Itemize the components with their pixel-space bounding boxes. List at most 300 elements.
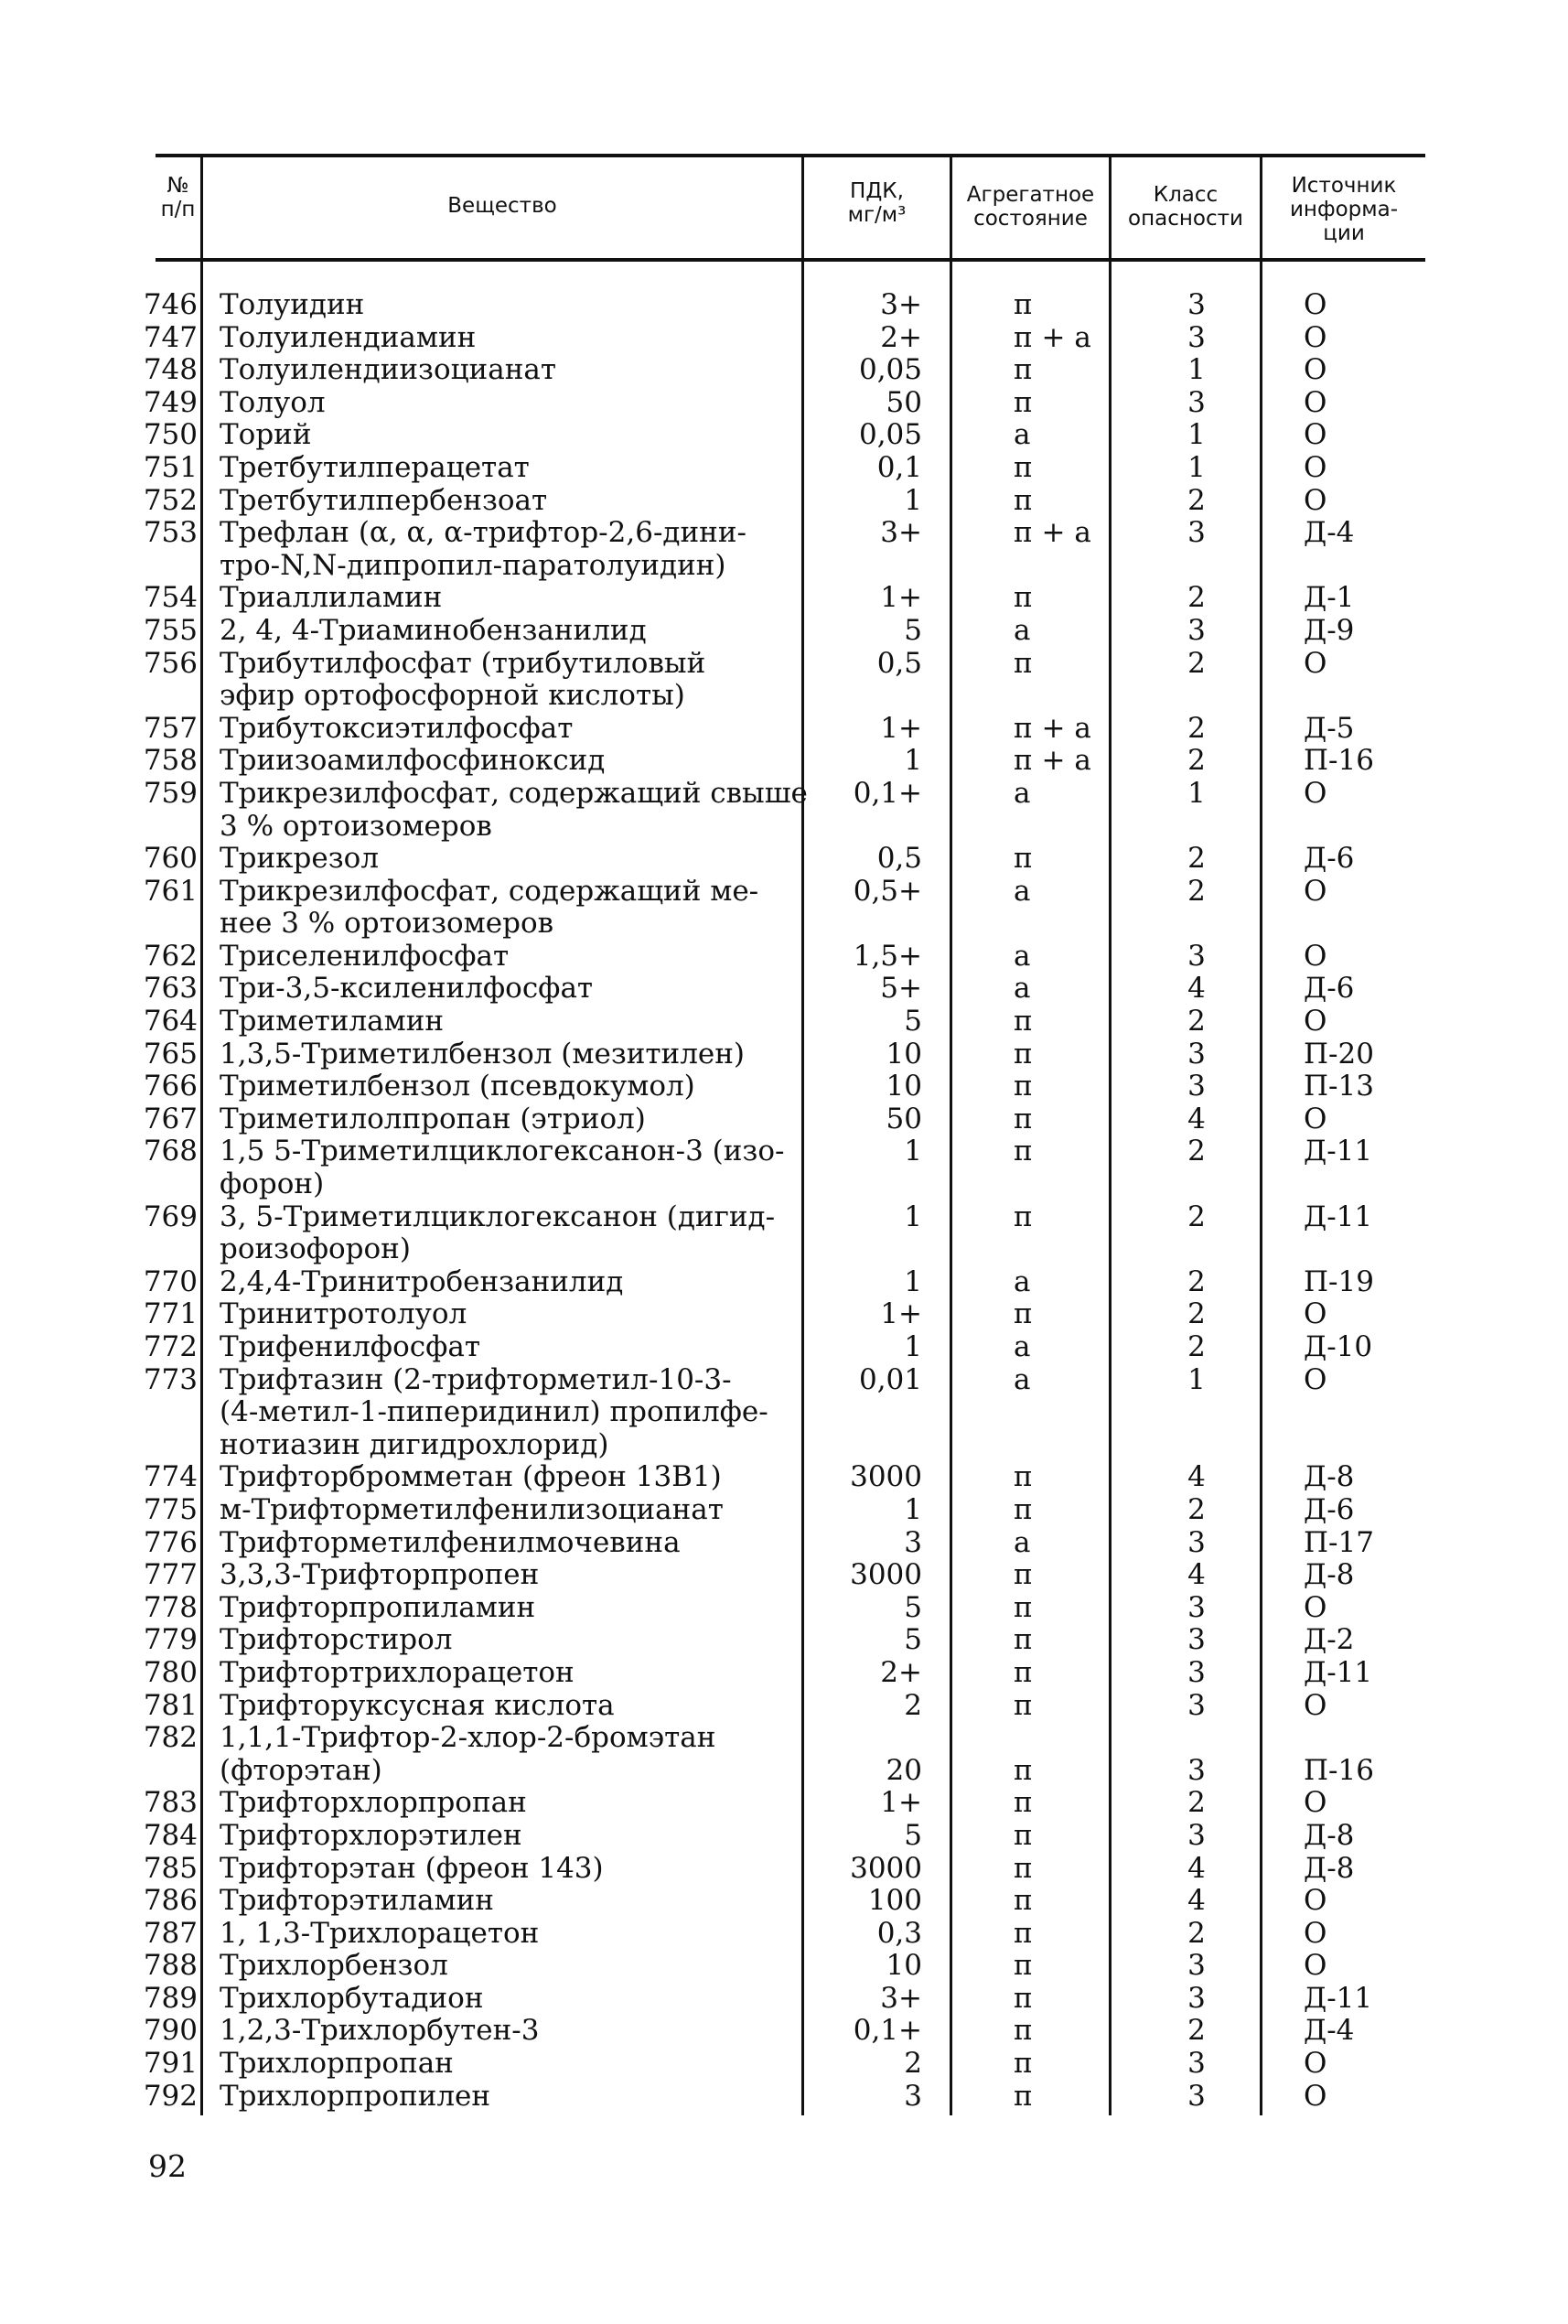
pdk-value: 0,5 [876,842,922,876]
table-row [0,811,1568,844]
substance-name: Триметилолпропан (этриол) [220,1102,646,1135]
table-row [0,1461,1568,1494]
info-source: О [1304,1362,1327,1396]
row-number: 755 [143,613,198,647]
pdk-value: 2 [904,2047,922,2081]
table-row [0,1820,1568,1853]
row-number: 784 [143,1818,198,1852]
substance-name: Три-3,5-ксиленилфосфат [220,972,594,1006]
table-row [0,1364,1568,1397]
row-number: 791 [143,2047,198,2081]
aggregate-state: а [1014,874,1031,908]
info-source: О [1304,1916,1327,1950]
substance-name: Трикрезилфосфат, содержащий ме- [220,874,759,908]
row-number: 789 [143,1981,198,2015]
row-number: 787 [143,1916,198,1950]
info-source: Д-4 [1304,2014,1355,2048]
substance-name: Трифторстирол [220,1623,453,1657]
info-source: Д-2 [1304,1623,1355,1657]
table-row [0,387,1568,420]
pdk-value: 3+ [880,1981,922,2015]
row-number: 761 [143,874,198,908]
table-row [0,1201,1568,1234]
table-row [0,1983,1568,2016]
substance-name: 3 % ортоизомеров [220,809,492,843]
aggregate-state: п [1014,1688,1033,1722]
aggregate-state: п [1014,1135,1033,1168]
hazard-class: 2 [1187,1786,1206,1820]
pdk-value: 0,01 [858,1362,922,1396]
aggregate-state: п [1014,1492,1033,1526]
row-number: 785 [143,1851,198,1885]
pdk-value: 10 [886,1949,922,1983]
table-row [0,778,1568,811]
table-row [0,1722,1568,1755]
hazard-class: 3 [1187,1525,1206,1559]
table-row [0,1624,1568,1657]
pdk-value: 1,5+ [853,939,922,973]
table-header-bottom-rule [156,258,1425,262]
row-number: 753 [143,516,198,550]
info-source: Д-11 [1304,1981,1373,2015]
row-number: 790 [143,2014,198,2048]
row-number: 775 [143,1492,198,1526]
table-row [0,876,1568,909]
hazard-class: 3 [1187,1623,1206,1657]
row-number: 792 [143,2079,198,2113]
row-number: 768 [143,1135,198,1168]
aggregate-state: а [1014,613,1031,647]
substance-name: Трихлорпропилен [220,2079,491,2113]
info-source: Д-9 [1304,613,1355,647]
info-source: Д-6 [1304,1492,1355,1526]
substance-name: (4-метил-1-пиперидинил) пропилфе- [220,1395,768,1429]
pdk-value: 5 [904,1005,922,1038]
pdk-value: 50 [886,1102,922,1135]
substance-name: Толуилендиизоцианат [220,353,556,387]
aggregate-state: п [1014,1753,1033,1787]
hazard-class: 3 [1187,1753,1206,1787]
row-number: 764 [143,1005,198,1038]
table-row [0,1006,1568,1038]
pdk-value: 0,3 [876,1916,922,1950]
substance-name: Трифторуксусная кислота [220,1688,615,1722]
table-row [0,1657,1568,1690]
substance-name: Триметилбензол (псевдокумол) [220,1070,695,1103]
substance-name: Третбутилпербензоат [220,483,548,517]
pdk-value: 0,05 [858,418,922,452]
table-row [0,1103,1568,1136]
info-source: О [1304,1884,1327,1918]
substance-name: Триметиламин [220,1005,445,1038]
substance-name: Трихлорбензол [220,1949,448,1983]
substance-name: 1,3,5-Триметилбензол (мезитилен) [220,1037,746,1071]
info-source: П-19 [1304,1264,1374,1298]
hazard-class: 2 [1187,1916,1206,1950]
hazard-class: 3 [1187,939,1206,973]
info-source: О [1304,1102,1327,1135]
info-source: Д-8 [1304,1851,1355,1885]
hazard-class: 3 [1187,1818,1206,1852]
substance-name: Трифтортрихлорацетон [220,1655,575,1689]
info-source: П-16 [1304,1753,1374,1787]
hazard-class: 1 [1187,353,1206,387]
aggregate-state: п [1014,288,1033,321]
table-row [0,1592,1568,1625]
hazard-class: 3 [1187,1981,1206,2015]
aggregate-state: п + а [1014,711,1091,745]
table-row [0,1918,1568,1951]
pdk-value: 3+ [880,516,922,550]
aggregate-state: п [1014,1981,1033,2015]
pdk-value: 50 [886,385,922,419]
aggregate-state: п [1014,1102,1033,1135]
table-row [0,452,1568,485]
pdk-value: 1 [904,1330,922,1363]
table-row [0,354,1568,387]
substance-name: Трифторбромметан (фреон 13В1) [220,1460,722,1494]
substance-name: м-Трифторметилфенилизоцианат [220,1492,724,1526]
table-row [0,1298,1568,1331]
table-row [0,1853,1568,1886]
aggregate-state: п [1014,1949,1033,1983]
aggregate-state: а [1014,1330,1031,1363]
table-row [0,1331,1568,1364]
info-source: П-17 [1304,1525,1374,1559]
table-row [0,289,1568,322]
info-source: П-16 [1304,744,1374,778]
aggregate-state: п [1014,1916,1033,1950]
pdk-value: 5 [904,1590,922,1624]
info-source: О [1304,288,1327,321]
row-number: 750 [143,418,198,452]
substance-name: Трихлорбутадион [220,1981,484,2015]
substance-name: 1,2,3-Трихлорбутен-3 [220,2014,540,2048]
aggregate-state: п [1014,1070,1033,1103]
substance-name: нее 3 % ортоизомеров [220,907,554,941]
pdk-value: 2+ [880,320,922,354]
table-row [0,1233,1568,1266]
aggregate-state: п [1014,1884,1033,1918]
table-row [0,1038,1568,1071]
substance-name: эфир ортофосфорной кислоты) [220,679,685,713]
row-number: 782 [143,1721,198,1755]
pdk-value: 0,5 [876,646,922,680]
table-row [0,745,1568,778]
info-source: О [1304,1949,1327,1983]
hazard-class: 4 [1187,1558,1206,1592]
pdk-value: 0,1+ [853,776,922,810]
hazard-class: 2 [1187,1200,1206,1233]
info-source: О [1304,353,1327,387]
header-state-line: Агрегатное [966,183,1095,207]
table-row [0,1429,1568,1462]
row-number: 788 [143,1949,198,1983]
table-row [0,322,1568,355]
row-number: 779 [143,1623,198,1657]
info-source: О [1304,1688,1327,1722]
info-source: Д-11 [1304,1655,1373,1689]
header-source-line: ции [1323,221,1365,245]
pdk-value: 0,1+ [853,2014,922,2048]
table-row [0,517,1568,550]
hazard-class: 2 [1187,1492,1206,1526]
info-source: Д-10 [1304,1330,1373,1363]
substance-name: Тринитротолуол [220,1297,467,1331]
hazard-class: 4 [1187,1851,1206,1885]
substance-name: Трифторметилфенилмочевина [220,1525,681,1559]
pdk-value: 1 [904,483,922,517]
row-number: 776 [143,1525,198,1559]
aggregate-state: п [1014,2047,1033,2081]
row-number: 754 [143,581,198,615]
substance-name: Трифенилфосфат [220,1330,480,1363]
substance-name: 1,5 5-Триметилциклогексанон-3 (изо- [220,1135,785,1168]
aggregate-state: п [1014,2014,1033,2048]
hazard-class: 1 [1187,776,1206,810]
aggregate-state: п [1014,1623,1033,1657]
info-source: О [1304,874,1327,908]
info-source: Д-8 [1304,1558,1355,1592]
row-number: 772 [143,1330,198,1363]
info-source: О [1304,418,1327,452]
hazard-class: 3 [1187,2079,1206,2113]
pdk-value: 1 [904,744,922,778]
hazard-class: 1 [1187,418,1206,452]
hazard-class: 2 [1187,1264,1206,1298]
info-source: Д-11 [1304,1200,1373,1233]
hazard-class: 2 [1187,711,1206,745]
substance-name: Трифторхлорэтилен [220,1818,522,1852]
pdk-value: 1 [904,1264,922,1298]
info-source: О [1304,450,1327,484]
substance-name: 2,4,4-Тринитробензанилид [220,1264,624,1298]
aggregate-state: п [1014,385,1033,419]
aggregate-state: а [1014,776,1031,810]
info-source: Д-6 [1304,842,1355,876]
info-source: Д-11 [1304,1135,1373,1168]
table-row [0,1885,1568,1918]
substance-name: Трифторэтиламин [220,1884,494,1918]
substance-name: 3,3,3-Трифторпропен [220,1558,540,1592]
hazard-class: 2 [1187,874,1206,908]
row-number: 771 [143,1297,198,1331]
header-substance-line: Вещество [447,194,557,218]
info-source: Д-6 [1304,972,1355,1006]
table-row [0,1396,1568,1429]
pdk-value: 2+ [880,1655,922,1689]
table-row [0,1266,1568,1299]
hazard-class: 3 [1187,288,1206,321]
header-pdk-line: ПДК, [850,179,904,203]
row-number: 749 [143,385,198,419]
table-row [0,1787,1568,1820]
table-row [0,843,1568,876]
header-num-line: № [166,174,189,198]
pdk-value: 10 [886,1037,922,1071]
aggregate-state: а [1014,972,1031,1006]
hazard-class: 2 [1187,2014,1206,2048]
row-number: 751 [143,450,198,484]
pdk-value: 3 [904,2079,922,2113]
substance-name: 2, 4, 4-Триаминобензанилид [220,613,647,647]
row-number: 765 [143,1037,198,1071]
aggregate-state: п [1014,646,1033,680]
row-number: 777 [143,1558,198,1592]
substance-name: Толуол [220,385,326,419]
aggregate-state: п [1014,1590,1033,1624]
table-row [0,2015,1568,2048]
substance-name: Третбутилперацетат [220,450,530,484]
row-number: 769 [143,1200,198,1233]
pdk-value: 1 [904,1135,922,1168]
pdk-value: 5 [904,1818,922,1852]
pdk-value: 1 [904,1200,922,1233]
info-source: О [1304,385,1327,419]
hazard-class: 3 [1187,613,1206,647]
row-number: 748 [143,353,198,387]
header-substance [203,194,801,218]
aggregate-state: п [1014,353,1033,387]
info-source: Д-5 [1304,711,1355,745]
hazard-class: 2 [1187,1330,1206,1363]
row-number: 778 [143,1590,198,1624]
pdk-value: 2 [904,1688,922,1722]
substance-name: 1,1,1-Трифтор-2-хлор-2-бромэтан [220,1721,716,1755]
aggregate-state: п [1014,2079,1033,2113]
hazard-class: 2 [1187,483,1206,517]
pdk-value: 5 [904,1623,922,1657]
row-number: 759 [143,776,198,810]
substance-name: 3, 5-Триметилциклогексанон (дигид- [220,1200,776,1233]
aggregate-state: п [1014,1655,1033,1689]
table-row [0,1494,1568,1527]
substance-name: Трибутилфосфат (трибутиловый [220,646,706,680]
table-row [0,1755,1568,1788]
hazard-class: 3 [1187,1070,1206,1103]
hazard-class: 3 [1187,1037,1206,1071]
pdk-value: 1 [904,1492,922,1526]
info-source: Д-8 [1304,1460,1355,1494]
hazard-class: 2 [1187,744,1206,778]
aggregate-state: п [1014,1786,1033,1820]
aggregate-state: а [1014,1264,1031,1298]
row-number: 783 [143,1786,198,1820]
pdk-value: 3000 [850,1460,922,1494]
aggregate-state: п + а [1014,320,1091,354]
row-number: 756 [143,646,198,680]
hazard-class: 2 [1187,646,1206,680]
table-row [0,908,1568,941]
table-row [0,941,1568,974]
header-num-line: п/п [160,198,196,221]
row-number: 786 [143,1884,198,1918]
hazard-class: 3 [1187,516,1206,550]
substance-name: Трикрезилфосфат, содержащий свыше [220,776,808,810]
info-source: О [1304,1005,1327,1038]
substance-name: Трихлорпропан [220,2047,454,2081]
substance-name: тро-N,N-дипропил-паратолуидин) [220,548,726,582]
aggregate-state: п [1014,450,1033,484]
aggregate-state: а [1014,939,1031,973]
row-number: 780 [143,1655,198,1689]
info-source: О [1304,646,1327,680]
table-row [0,615,1568,648]
info-source: П-13 [1304,1070,1374,1103]
hazard-class: 3 [1187,2047,1206,2081]
hazard-class: 4 [1187,1460,1206,1494]
table-row [0,1071,1568,1103]
table-row [0,1950,1568,1983]
row-number: 762 [143,939,198,973]
table-row [0,1527,1568,1560]
table-row [0,1690,1568,1723]
substance-name: Трифтазин (2-трифторметил-10-3- [220,1362,732,1396]
hazard-class: 3 [1187,1655,1206,1689]
substance-name: (фторэтан) [220,1753,382,1787]
substance-name: Трифторхлорпропан [220,1786,527,1820]
aggregate-state: п [1014,842,1033,876]
info-source: О [1304,2079,1327,2113]
hazard-class: 4 [1187,972,1206,1006]
substance-name: Трибутоксиэтилфосфат [220,711,574,745]
hazard-class: 3 [1187,385,1206,419]
hazard-class: 2 [1187,1297,1206,1331]
info-source: О [1304,939,1327,973]
substance-name: Толуилендиамин [220,320,477,354]
info-source: П-20 [1304,1037,1374,1071]
row-number: 757 [143,711,198,745]
table-top-rule [156,154,1425,157]
aggregate-state: п [1014,581,1033,615]
table-row [0,680,1568,713]
header-hazard-line: Класс [1153,183,1219,207]
pdk-value: 1+ [880,1297,922,1331]
substance-name: нотиазин дигидрохлорид) [220,1427,609,1461]
aggregate-state: а [1014,1525,1031,1559]
info-source: О [1304,1590,1327,1624]
header-hazard-line: опасности [1128,207,1243,231]
table-row [0,973,1568,1006]
pdk-value: 3 [904,1525,922,1559]
aggregate-state: п [1014,483,1033,517]
row-number: 770 [143,1264,198,1298]
hazard-class: 2 [1187,1135,1206,1168]
aggregate-state: п [1014,1818,1033,1852]
aggregate-state: п [1014,1558,1033,1592]
table-row [0,419,1568,452]
pdk-value: 0,1 [876,450,922,484]
aggregate-state: п [1014,1460,1033,1494]
row-number: 747 [143,320,198,354]
aggregate-state: п + а [1014,516,1091,550]
header-state-line: состояние [973,207,1088,231]
hazard-class: 4 [1187,1102,1206,1135]
aggregate-state: п [1014,1005,1033,1038]
pdk-value: 3000 [850,1851,922,1885]
header-source-line: информа- [1289,198,1399,221]
hazard-class: 3 [1187,1688,1206,1722]
header-hazard [1112,183,1260,231]
info-source: О [1304,776,1327,810]
substance-name: Трифторпропиламин [220,1590,536,1624]
aggregate-state: п + а [1014,744,1091,778]
pdk-value: 100 [867,1884,922,1918]
table-row [0,648,1568,681]
hazard-class: 3 [1187,1590,1206,1624]
substance-name: Толуидин [220,288,365,321]
aggregate-state: п [1014,1037,1033,1071]
